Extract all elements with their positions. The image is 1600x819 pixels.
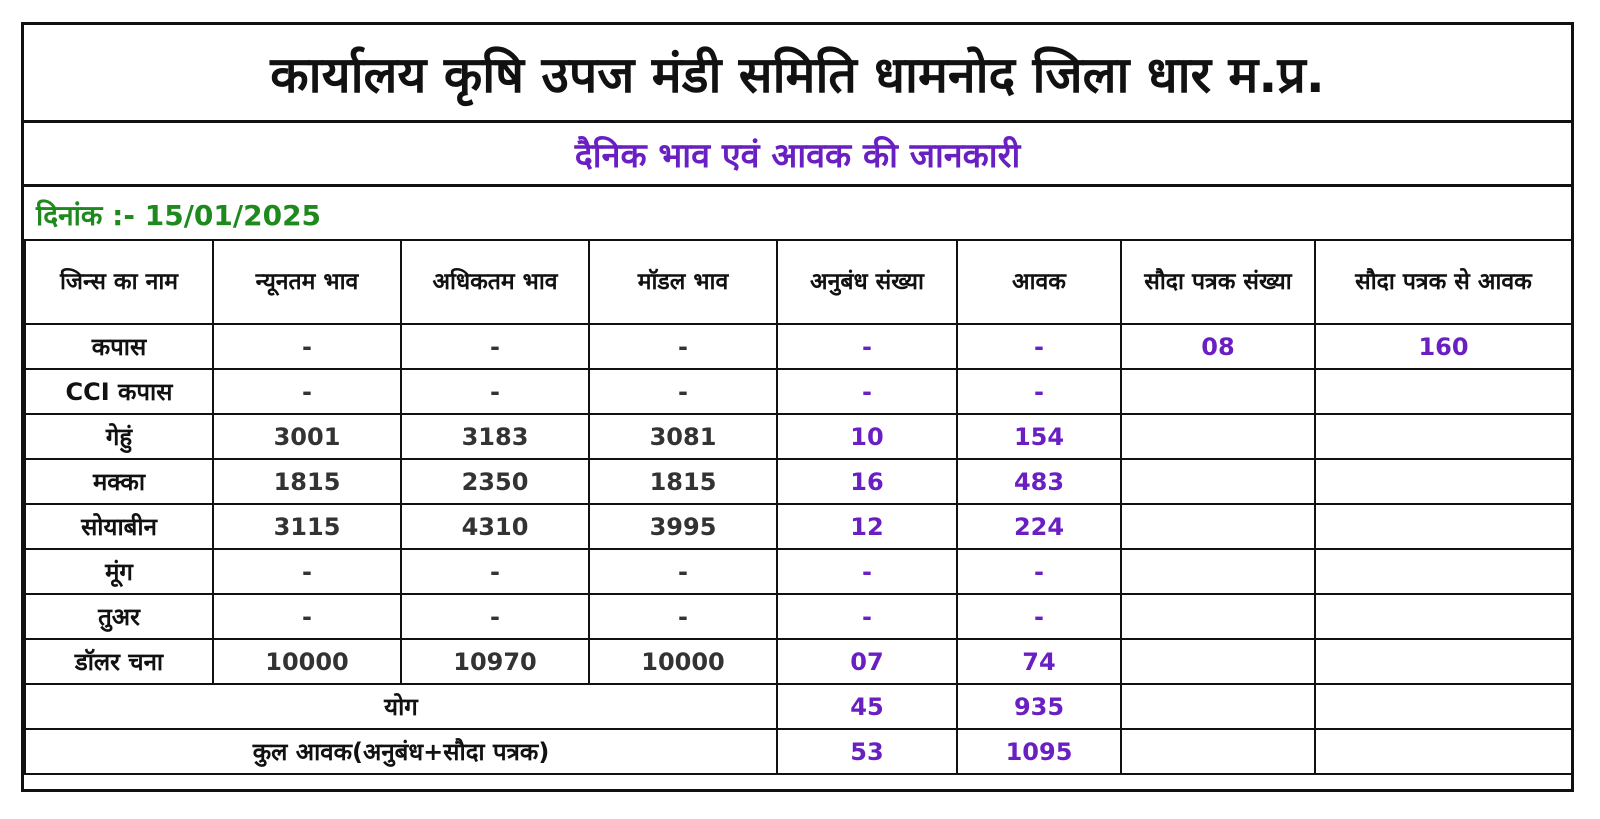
col-header-anubandh: अनुबंध संख्या bbox=[777, 240, 957, 324]
cell-min: - bbox=[213, 549, 401, 594]
cell-min: 3001 bbox=[213, 414, 401, 459]
total-row-label: योग bbox=[25, 684, 777, 729]
grand-total-row-empty-cell bbox=[1315, 729, 1572, 774]
cell-aavak: - bbox=[957, 594, 1121, 639]
cell-name: गेहुं bbox=[25, 414, 213, 459]
cell-aavak: 74 bbox=[957, 639, 1121, 684]
cell-sauda-aavak bbox=[1315, 504, 1572, 549]
table-header-row bbox=[25, 240, 1572, 324]
col-header-model: मॉडल भाव bbox=[589, 240, 777, 324]
col-header-name: जिन्स का नाम bbox=[25, 240, 213, 324]
total-row-empty-cell bbox=[1121, 684, 1315, 729]
cell-sauda-aavak bbox=[1315, 369, 1572, 414]
cell-anubandh: 12 bbox=[777, 504, 957, 549]
table-row bbox=[25, 639, 1572, 684]
cell-model: - bbox=[589, 549, 777, 594]
cell-anubandh: - bbox=[777, 594, 957, 639]
cell-name: कपास bbox=[25, 324, 213, 369]
cell-sauda-aavak bbox=[1315, 414, 1572, 459]
table-body bbox=[25, 324, 1572, 774]
date-label: दिनांक :- 15/01/2025 bbox=[36, 199, 322, 232]
cell-sauda-count bbox=[1121, 459, 1315, 504]
grand-total-row-label: कुल आवक(अनुबंध+सौदा पत्रक) bbox=[25, 729, 777, 774]
cell-model: - bbox=[589, 369, 777, 414]
page-title: कार्यालय कृषि उपज मंडी समिति धामनोद जिला धार म.प्र. bbox=[24, 25, 1571, 123]
cell-sauda-count bbox=[1121, 504, 1315, 549]
table-row bbox=[25, 459, 1572, 504]
cell-sauda-count bbox=[1121, 369, 1315, 414]
cell-model: 3995 bbox=[589, 504, 777, 549]
cell-aavak: 224 bbox=[957, 504, 1121, 549]
table-row bbox=[25, 504, 1572, 549]
report-frame bbox=[21, 22, 1574, 792]
cell-anubandh: 10 bbox=[777, 414, 957, 459]
cell-name: मूंग bbox=[25, 549, 213, 594]
total-row bbox=[25, 684, 1572, 729]
cell-model: 10000 bbox=[589, 639, 777, 684]
cell-min: 1815 bbox=[213, 459, 401, 504]
cell-model: 1815 bbox=[589, 459, 777, 504]
cell-max: 2350 bbox=[401, 459, 589, 504]
total-row-empty-cell bbox=[1315, 684, 1572, 729]
cell-sauda-count bbox=[1121, 594, 1315, 639]
cell-name: तुअर bbox=[25, 594, 213, 639]
cell-min: - bbox=[213, 594, 401, 639]
cell-sauda-count bbox=[1121, 639, 1315, 684]
grand-total-row-anubandh: 53 bbox=[777, 729, 957, 774]
cell-aavak: 154 bbox=[957, 414, 1121, 459]
cell-model: 3081 bbox=[589, 414, 777, 459]
cell-min: 3115 bbox=[213, 504, 401, 549]
col-header-sauda-aavak: सौदा पत्रक से आवक bbox=[1315, 240, 1572, 324]
cell-anubandh: - bbox=[777, 324, 957, 369]
table-row bbox=[25, 414, 1572, 459]
cell-max: 4310 bbox=[401, 504, 589, 549]
cell-max: - bbox=[401, 549, 589, 594]
cell-sauda-aavak bbox=[1315, 594, 1572, 639]
cell-max: - bbox=[401, 324, 589, 369]
cell-anubandh: 16 bbox=[777, 459, 957, 504]
cell-aavak: - bbox=[957, 324, 1121, 369]
cell-anubandh: - bbox=[777, 549, 957, 594]
cell-sauda-count bbox=[1121, 549, 1315, 594]
col-header-sauda-count: सौदा पत्रक संख्या bbox=[1121, 240, 1315, 324]
cell-name: मक्का bbox=[25, 459, 213, 504]
cell-aavak: 483 bbox=[957, 459, 1121, 504]
cell-sauda-count bbox=[1121, 414, 1315, 459]
grand-total-row-empty-cell bbox=[1121, 729, 1315, 774]
total-row-anubandh: 45 bbox=[777, 684, 957, 729]
cell-max: - bbox=[401, 369, 589, 414]
cell-name: सोयाबीन bbox=[25, 504, 213, 549]
cell-anubandh: - bbox=[777, 369, 957, 414]
cell-max: 3183 bbox=[401, 414, 589, 459]
cell-aavak: - bbox=[957, 369, 1121, 414]
grand-total-row-aavak: 1095 bbox=[957, 729, 1121, 774]
cell-anubandh: 07 bbox=[777, 639, 957, 684]
rates-table bbox=[24, 239, 1573, 775]
cell-sauda-aavak bbox=[1315, 459, 1572, 504]
cell-min: 10000 bbox=[213, 639, 401, 684]
grand-total-row bbox=[25, 729, 1572, 774]
cell-model: - bbox=[589, 324, 777, 369]
page-subtitle: दैनिक भाव एवं आवक की जानकारी bbox=[24, 123, 1571, 187]
col-header-aavak: आवक bbox=[957, 240, 1121, 324]
col-header-min: न्यूनतम भाव bbox=[213, 240, 401, 324]
cell-sauda-aavak: 160 bbox=[1315, 324, 1572, 369]
cell-model: - bbox=[589, 594, 777, 639]
col-header-max: अधिकतम भाव bbox=[401, 240, 589, 324]
cell-sauda-aavak bbox=[1315, 639, 1572, 684]
table-row bbox=[25, 324, 1572, 369]
cell-min: - bbox=[213, 324, 401, 369]
table-row bbox=[25, 549, 1572, 594]
cell-aavak: - bbox=[957, 549, 1121, 594]
cell-min: - bbox=[213, 369, 401, 414]
cell-max: - bbox=[401, 594, 589, 639]
cell-sauda-count: 08 bbox=[1121, 324, 1315, 369]
table-row bbox=[25, 594, 1572, 639]
table-row bbox=[25, 369, 1572, 414]
cell-max: 10970 bbox=[401, 639, 589, 684]
cell-sauda-aavak bbox=[1315, 549, 1572, 594]
total-row-aavak: 935 bbox=[957, 684, 1121, 729]
cell-name: डॉलर चना bbox=[25, 639, 213, 684]
cell-name: CCI कपास bbox=[25, 369, 213, 414]
